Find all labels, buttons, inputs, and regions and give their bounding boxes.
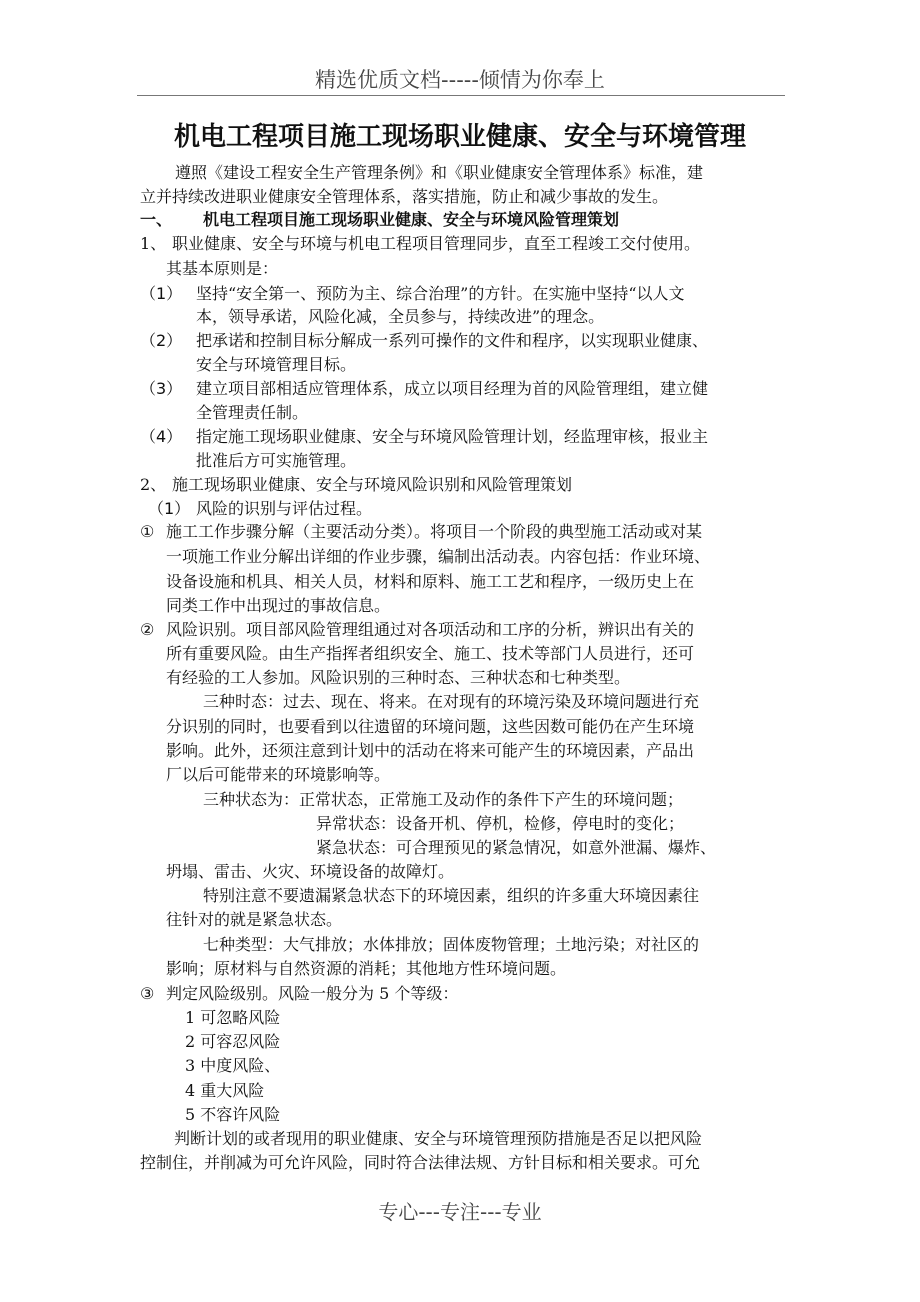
principle-number: （4） [140, 427, 183, 446]
risk-level: 5 不容许风险 [185, 1105, 281, 1124]
header-divider [137, 95, 785, 96]
tenses-text: 分识别的同时，也要看到以往遗留的环境问题，这些因数可能仍在产生环境 [166, 717, 695, 736]
sub-number: （1） [148, 499, 191, 518]
risk-level: 1 可忽略风险 [185, 1008, 281, 1027]
risk-level: 4 重大风险 [185, 1081, 265, 1100]
conclusion-text: 判断计划的或者现用的职业健康、安全与环境管理预防措施是否足以把风险 [174, 1129, 703, 1148]
page-footer: 专心---专注---专业 [378, 1200, 542, 1224]
step-text: 一项施工作业分解出详细的作业步骤，编制出活动表。内容包括：作业环境、 [166, 547, 711, 566]
principle-number: （1） [140, 284, 183, 303]
states-emergency: 坍塌、雷击、火灾、环境设备的故障灯。 [166, 862, 455, 881]
step-number: ② [140, 620, 155, 639]
states-emergency: 紧急状态：可合理预见的紧急情况，如意外泄漏、爆炸、 [316, 838, 717, 857]
principle-text: 建立项目部相适应管理体系，成立以项目经理为首的风险管理组，建立健 [196, 379, 709, 398]
principle-text: 把承诺和控制目标分解成一系列可操作的文件和程序，以实现职业健康、 [196, 331, 709, 350]
step-number: ③ [140, 984, 155, 1003]
principle-text: 批准后方可实施管理。 [196, 451, 357, 470]
document-title: 机电工程项目施工现场职业健康、安全与环境管理 [173, 122, 746, 152]
step-text: 判定风险级别。风险一般分为 5 个等级： [166, 984, 459, 1003]
principle-text: 本，领导承诺，风险化减，全员参与，持续改进”的理念。 [196, 307, 605, 326]
tenses-text: 厂以后可能带来的环境影响等。 [166, 765, 391, 784]
principle-number: （3） [140, 379, 183, 398]
risk-level: 2 可容忍风险 [185, 1032, 281, 1051]
conclusion-text: 控制住，并削减为可允许风险，同时符合法律法规、方针目标和相关要求。可允 [140, 1153, 701, 1172]
principle-text: 指定施工现场职业健康、安全与环境风险管理计划，经监理审核，报业主 [196, 427, 709, 446]
step-text: 所有重要风险。由生产指挥者组织安全、施工、技术等部门人员进行，还可 [166, 644, 695, 663]
special-note: 往针对的就是紧急状态。 [166, 910, 343, 929]
item-number: 2、 [140, 475, 167, 494]
page-header: 精选优质文档-----倾情为你奉上 [315, 68, 605, 92]
step-text: 同类工作中出现过的事故信息。 [166, 596, 391, 615]
states-normal: 三种状态为：正常状态，正常施工及动作的条件下产生的环境问题； [203, 790, 684, 809]
risk-level: 3 中度风险、 [185, 1056, 281, 1075]
step-text: 风险识别。项目部风险管理组通过对各项活动和工序的分析，辨识出有关的 [166, 620, 695, 639]
step-number: ① [140, 522, 155, 541]
item-text: 施工现场职业健康、安全与环境风险识别和风险管理策划 [172, 475, 573, 494]
tenses-text: 三种时态：过去、现在、将来。在对现有的环境污染及环境问题进行充 [203, 692, 700, 711]
principle-text: 安全与环境管理目标。 [196, 355, 357, 374]
step-text: 施工工作步骤分解（主要活动分类）。将项目一个阶段的典型施工活动或对某 [166, 522, 703, 541]
section-heading: 机电工程项目施工现场职业健康、安全与环境风险管理策划 [203, 210, 620, 229]
seven-types: 影响；原材料与自然资源的消耗；其他地方性环境问题。 [166, 959, 567, 978]
special-note: 特别注意不要遗漏紧急状态下的环境因素，组织的许多重大环境因素往 [203, 886, 700, 905]
item-number: 1、 [140, 234, 167, 253]
section-number: 一、 [140, 210, 173, 229]
step-text: 有经验的工人参加。风险识别的三种时态、三种状态和七种类型。 [166, 668, 631, 687]
sub-text: 风险的识别与评估过程。 [196, 499, 373, 518]
seven-types: 七种类型：大气排放；水体排放；固体废物管理；土地污染；对社区的 [203, 935, 700, 954]
item-text: 职业健康、安全与环境与机电工程项目管理同步，直至工程竣工交付使用。 [172, 234, 701, 253]
intro-line: 遵照《建设工程安全生产管理条例》和《职业健康安全管理体系》标准，建 [175, 163, 704, 182]
intro-line: 立并持续改进职业健康安全管理体系，落实措施，防止和减少事故的发生。 [140, 187, 669, 206]
principle-text: 全管理责任制。 [196, 403, 309, 422]
tenses-text: 影响。此外，还须注意到计划中的活动在将来可能产生的环境因素，产品出 [166, 741, 695, 760]
states-abnormal: 异常状态：设备开机、停机，检修，停电时的变化； [316, 814, 685, 833]
principle-number: （2） [140, 331, 183, 350]
principle-text: 坚持“安全第一、预防为主、综合治理”的方针。在实施中坚持“以人文 [196, 284, 685, 303]
step-text: 设备设施和机具、相关人员，材料和原料、施工工艺和程序，一级历史上在 [166, 572, 695, 591]
item-text: 其基本原则是： [166, 259, 279, 278]
